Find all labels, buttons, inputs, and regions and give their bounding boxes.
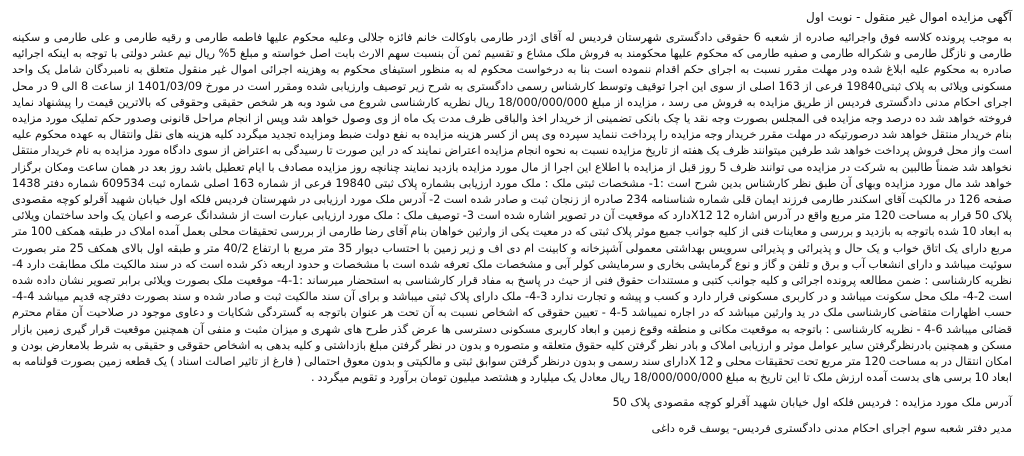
notice-body: به موجب پرونده کلاسه فوق واجرائیه صادره از شعبه 6 حقوقی دادگستری شهرستان فردیس له آقای اژدر طارمی باوکالت خانم فائزه جلالی وعلیه محکوم علیها فاطمه طارمی و رقیه طارمی و علی طارمی و سکینه طارمی و نازگل طارمی و شکراله طارمی و صفیه طارمی که محکوم علیها محکومند به فروش ملک مشاع و تقسیم ثمن آن بنسبت سهم الارث بابت اصل خواسته و مبلغ 5% ریال نیم عشر دولتی با توجه به اینکه اجرائیه صادره به محکوم علیه ابلاغ شده ودر مهلت مقرر نسبت به اجرای حکم اقدام ننموده است بنا به درخواست محکوم له به منظور استیفای محکوم به وهزینه اجرائی اموال غیر منقول متعلق به نامبردگان شامل یک واحد مسکونی ویلائی به پلاک ثبتی19840 فرعی از 163 اصلی از سوی این اجرا توقیف وتوسط کارشناس رسمی دادگستری به شرح زیر توصیف وارزیابی شده ومقرر است در مورخ 1401/03/09 از ساعت 8 الی 9 در محل اجرای احکام مدنی دادگستری فردیس از طریق مزایده به فروش می رسد ، مزایده از مبلغ 18/000/000/000 ریال نظریه کارشناسی شروع می شود وبه هر شخص حقیقی وحقوقی که بالاترین قیمت را پیشنهاد نماید فروخته خواهد شد ده درصد وجه مزایده فی المجلس بصورت وجه نقد یا چک بانکی تضمینی از خریدار اخذ والباقی ظرف مدت یک ماه از وی وصول خواهد شد وپس از انجام مراحل قانونی وصدور حکم تملیک مورد مزایده بنام خریدار منتقل خواهد شد درصورتیکه در مهلت مقرر خریدار وجه مزایده را پرداخت ننماید سپرده وی پس از کسر هزینه مزایده به نفع دولت ضبط ومزایده تجدید میگردد کلیه هزینه های نقل وانتقال به عهده محکوم علیه است واز محل فروش پرداخت خواهد شد طرفین میتوانند ظرف یک هفته از تاریخ مزایده نسبت به نحوه انجام مزایده اعتراض نمایند که در این صورت تا رسیدگی به اعتراض از سوی دادگاه مورد مزایده به نام خریدار منتقل نخواهد شد ضمناً طالبین به شرکت در مزایده می توانند ظرف 5 روز قبل از مزایده با اطلاع این اجرا از مال مورد مزایده بازدید نمایند چنانچه روز مزایده مصادف با ایام تعطیل باشد روز بعد در همان ساعت ومکان برگزار خواهد شد مال مورد مزایده وبهای آن طبق نظر کارشناس بدین شرح است :1- مشخصات ثبتی ملک : ملک مورد ارزیابی بشماره پلاک ثبتی 19840 فرعی از شماره 163 اصلی شماره ثبت 609534 شماره دفتر 1438 صفحه 126 در مالکیت آقای اسکندر طارمی فرزند ایمان قلی شماره شناسنامه 234 صادره از زنجان ثبت و صادر شده است 2- آدرس ملک مورد ارزیابی در شهرستان فردیس فلکه اول خیابان شهید آقرلو کوچه مقصودی پلاک 50 قرار به مساحت 120 متر مربع واقع در آدرس اشاره 12 X12دارد که موقعیت آن در تصویر اشاره شده است 3- توصیف ملک : ملک مورد ارزیابی عبارت است از ششدانگ عرصه و اعیان یک واحد ساختمان ویلائی به ابعاد 10 شده باتوجه به بازدید و بررسی و معاینات فنی از کلیه جوانب جمیع موثر پلاک ثبتی که در معیت یکی از وارثین خواهان بنام آقای رضا طارمی از بررسی تحقیقات محلی بعمل آمده املاک در طبقه همکف 100 متر مربع دارای یک اتاق خواب و یک حال و پذیرائی و پذیرائی سرویس بهداشتی معمولی آشپزخانه و کابینت ام دی اف و زیر زمین با احتساب دیوار 35 متر مربع با ارتفاع 40/2 متر و طبقه اول بالای همکف 25 متر بصورت سوئیت میباشد و دارای انشعاب آب و برق و تلفن و گاز و نوع گرمایشی بخاری و سرمایشی کولر آبی و مشخصات ملک تعرفه شده است با مشخصات و حدود اربعه ذکر شده است که در سند مالکیت ملک مطابقت دارد 4- نظریه کارشناسی : ضمن مطالعه پرونده اجرائی و کلیه جوانب کتبی و مستندات حقوق فنی از حیث در پاسخ به مفاد قرار کارشناسی به استحضار میرساند :1-4- موقعیت ملک بصورت ویلائی برابر تصویر نشان داده شده است 2-4- ملک محل سکونت میباشد و در کاربری مسکونی قرار دارد و کسب و پیشه و تجارت ندارد 3-4- ملک دارای پلاک ثبتی میباشد و برای آن سند مالکیت ثبت و صادر شده و سند بصورت دفترچه قدیم میباشد 4-4- حسب اظهارات متقاضی کارشناسی ملک در ید وارثین میباشد که در اجاره نمیباشد 5-4 - تعیین حقوقی که اشخاص نسبت به آن تحت هر عنوان باتوجه به گستردگی شکایات و دعاوی موجود در صلاحیت آن مقام محترم قضائی میباشد 6-4 - نظریه کارشناسی : باتوجه به موقعیت مکانی و منطقه وقوع زمین و ابعاد کاربری مسکونی دسترسی ها عرض گذر طرح های شهری و میزان مثبت و منفی آن همچنین موقعیت قرار گیری زمین بازار مسکن و همچنین بادرنظرگرفتن سایر عوامل موثر و ارزیابی املاک و بادر نظر گرفتن کلیه حقوق متعلقه و متصوره و بدون در نظر گرفتن مبلغ بازداشتی و کلیه بدهی به اشخاص حقوقی و حقیقی به شرط بلامعارض بودن و امکان انتقال در به مساحت 120 متر مربع تحت تحقیقات محلی و 12 Xدارای سند رسمی و بدون درنظر گرفتن سوابق ثبتی و مالکیتی و بدون معوق احتمالی ( فارغ از تاثیر اصالت اسناد ) یک قطعه زمین بصورت قولنامه به ابعاد 10 برسی های بدست آمده ارزش ملک تا این تاریخ به مبلغ 18/000/000/000 ریال معادل یک میلیارد و هشتصد میلیون تومان برآورد و تقویم میگردد .	[12, 31, 1013, 385]
signature-line: مدیر دفتر شعبه سوم اجرای احکام مدنی دادگستری فردیس- یوسف قره داغی	[651, 422, 1012, 436]
notice-title: آگهی مزایده اموال غیر منقول - نوبت اول	[806, 10, 1012, 24]
property-address: آدرس ملک مورد مزایده : فردیس فلکه اول خیابان شهید آقرلو کوچه مقصودی پلاک 50	[612, 396, 1012, 410]
